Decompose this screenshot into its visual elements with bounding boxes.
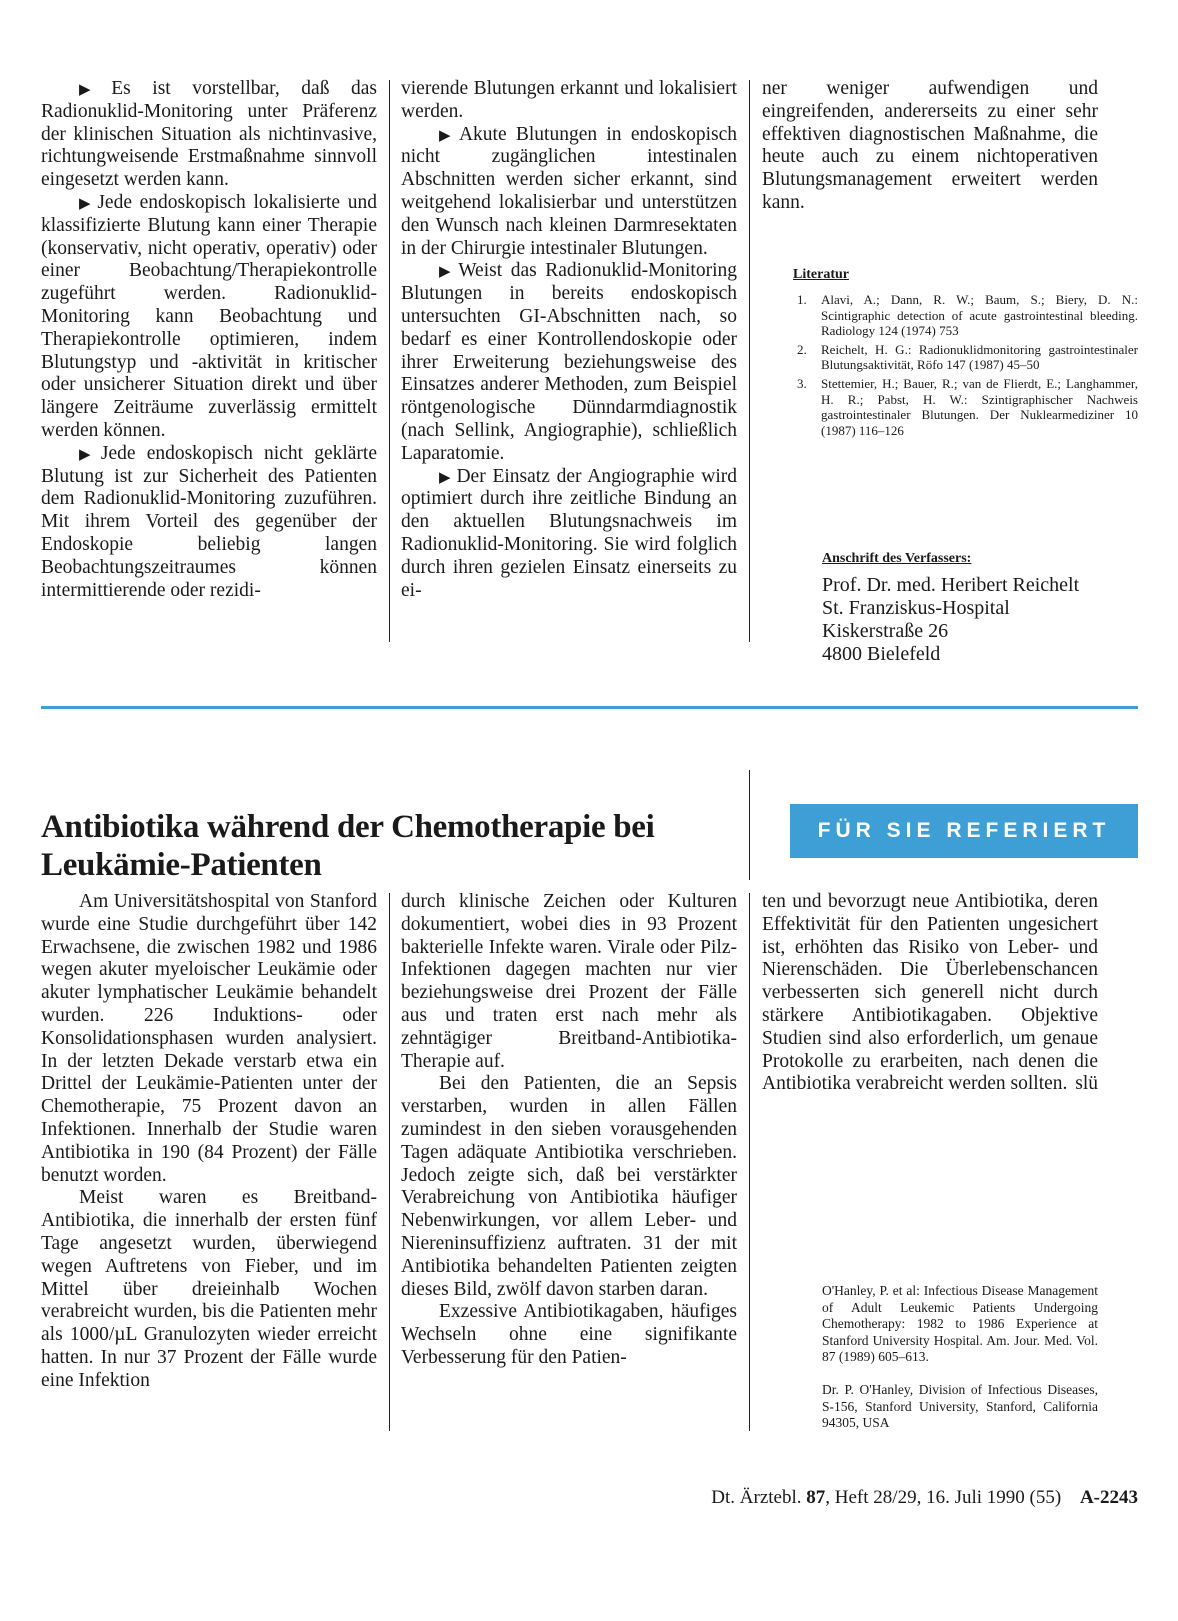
top-column-2 (401, 78, 737, 602)
column-divider (389, 893, 390, 1431)
arrow-bullet-icon: ▶ (439, 467, 453, 486)
literature-number: 1. (797, 292, 807, 307)
address-heading: Anschrift des Verfassers: (822, 551, 972, 566)
paragraph-text: Der Einsatz der Angiographie wird optimiert durch ihre zeitliche Bindung an den aktuellen Blutungsnachweis im Radionuklid-Monitoring. Sie wird folglich durch ihren gezielen Einsatz einerseits zu ei- (401, 465, 737, 601)
journal-name: Dt. Ärztebl. (711, 1487, 802, 1508)
page-number: A-2243 (1079, 1487, 1138, 1508)
source-reference: O'Hanley, P. et al: Infectious Disease Management of Adult Leukemic Patients Undergoing Chemotherapy: 1982 to 1986 Experience at Stanford University Hospital. Am. Jour. Med. Vol. 87 (1989) 605–613. (822, 1283, 1098, 1364)
paragraph-text: vierende Blutungen erkannt und lokalisiert werden. (401, 78, 737, 122)
paragraph (401, 124, 737, 261)
author-contact: Dr. P. O'Hanley, Division of Infectious Diseases, S-156, Stanford University, Stanford, California 94305, USA (822, 1382, 1098, 1430)
literature-number: 2. (797, 341, 807, 357)
literature-text: Reichelt, H. G.: Radionuklidmonitoring gastrointestinaler Blutungsaktivität, Röfo 147 (1987) 45–50 (821, 341, 1138, 373)
paragraph: durch klinische Zeichen oder Kulturen dokumentiert, wobei dies in 93 Prozent bakterielle Infekte waren. Virale oder Pilz-Infektionen dagegen machten nur vier beziehungsweise drei Prozent der Fälle aus und traten erst nach mehr als zehntägiger Breitband-Antibiotika-Therapie auf. (401, 891, 737, 1072)
paragraph-text: Jede endoskopisch nicht geklärte Blutung ist zur Sicherheit des Patienten dem Radionuklid-Monitoring zuzuführen. Mit ihrem Vorteil des gegenüber der Endoskopie beliebig langen Beobachtungszeitraumes können intermittierende oder rezidi- (41, 442, 377, 601)
section-separator (41, 706, 1138, 709)
title-divider (749, 770, 750, 880)
literature-item (793, 292, 1138, 339)
column-divider (749, 893, 750, 1431)
article-column-1 (41, 891, 377, 1393)
paragraph (401, 466, 737, 603)
address-line: Kiskerstraße 26 (822, 620, 949, 642)
paragraph (41, 443, 377, 603)
arrow-bullet-icon: ▶ (439, 262, 455, 281)
address-line: Prof. Dr. med. Heribert Reichelt (822, 574, 1080, 596)
paragraph-text: Weist das Radionuklid-Monitoring Blutungen in bereits endoskopisch untersuchten GI-Abschnitten nach, so bedarf es einer Kontrollendoskopie oder ihrer Erweiterung beziehungsweise des Einsatzes anderer Methoden, zum Beispiel röntgenologische Dünndarmdiagnostik (nach Sellink, Angiographie), schließlich Laparatomie. (401, 260, 737, 464)
literature-number: 3. (797, 375, 807, 391)
column-divider (749, 80, 750, 642)
paragraph (41, 78, 377, 192)
paragraph (41, 192, 377, 443)
section-badge: FÜR SIE REFERIERT (790, 804, 1138, 858)
author-signature: slü (1075, 1073, 1098, 1095)
paragraph: ten und bevorzugt neue Antibiotika, deren Effektivität für den Patienten ungesichert ist, erhöhten das Risiko von Leber- und Nierenschäden. Die Überlebenschancen verbesserten sich generell nicht durch stärkere Antibiotikagaben. Objektive Studien sind also erforderlich, um genaue Protokolle zu erarbeiten, nach denen die Antibiotika verabreicht werden sollten. (762, 891, 1098, 1095)
paragraph-text: Akute Blutungen in endoskopisch nicht zugänglichen intestinalen Abschnitten werden sicher erkannt, sind weitgehend lokalisierbar und unterstützen den Wunsch nach kleinen Darmresektaten in der Chirurgie intestinaler Blutungen. (401, 123, 737, 259)
paragraph (401, 260, 737, 465)
paragraph (401, 78, 737, 124)
address-line: St. Franziskus-Hospital (822, 597, 1010, 619)
arrow-bullet-icon: ▶ (79, 80, 108, 98)
paragraph-text: ner weniger aufwendigen und eingreifenden, andererseits zu einer sehr effektiven diagnostischen Maßnahme, die heute auch zu einem nichtoperativen Blutungsmanagement erweitert werden kann. (762, 78, 1098, 213)
literature-item (793, 342, 1138, 373)
literature-text: Stettemier, H.; Bauer, R.; van de Flierdt, E.; Langhammer, H. R.; Pabst, H. W.: Szintigraphischer Nachweis gastrointestinaler Blutungen. Der Nuklearmediziner 10 (1987) 116–126 (821, 375, 1138, 438)
arrow-bullet-icon: ▶ (79, 444, 97, 463)
arrow-bullet-icon: ▶ (439, 125, 455, 144)
paragraph: Am Universitätshospital von Stanford wurde eine Studie durchgeführt über 142 Erwachsene, die zwischen 1982 und 1986 wegen akuter myeloischer Leukämie oder akuter lymphatischer Leukämie behandelt wurden. 226 Induktions- oder Konsolidationsphasen wurden analysiert. In der letzten Dekade verstarb etwa ein Drittel der Leukämie-Patienten unter der Chemotherapie, 75 Prozent davon an Infektionen. Innerhalb der Studie waren Antibiotika in 190 (84 Prozent) der Fälle benutzt worden. (41, 891, 377, 1186)
column-divider (389, 80, 390, 642)
paragraph: Bei den Patienten, die an Sepsis verstarben, wurden in allen Fällen zumindest in den sieben vorausgehenden Tagen adäquate Antibiotika verschrieben. Jedoch zeigte sich, daß bei verstärkter Verabreichung von Antibiotika häufiger Nebenwirkungen, vor allem Leber- und Niereninsuffizienz auftraten. 31 der mit Antibiotika behandelten Patienten zeigten dieses Bild, zwölf davon starben daran. (401, 1073, 737, 1300)
paragraph-text: Es ist vorstellbar, daß das Radionuklid-Monitoring unter Präferenz der klinischen Situation als nichtinvasive, richtungweisende Erstmaßnahme sinnvoll eingesetzt werden kann. (41, 78, 377, 191)
top-column-1 (41, 78, 377, 602)
address-line: 4800 Bielefeld (822, 643, 941, 665)
issue-info: , Heft 28/29, 16. Juli 1990 (55) (825, 1487, 1062, 1508)
literature-text: Alavi, A.; Dann, R. W.; Baum, S.; Biery, D. N.: Scintigraphic detection of acute gastrointestinal bleeding. Radiology 124 (1974) 753 (821, 292, 1138, 339)
arrow-bullet-icon: ▶ (79, 193, 94, 212)
top-column-3 (762, 78, 1098, 215)
paragraph-text: Jede endoskopisch lokalisierte und klassifizierte Blutung kann einer Therapie (konservativ, nicht operativ, operativ) oder einer Beobachtung/Therapiekontrolle zugeführt werden. Radionuklid-Monitoring kann Beobachtung und Therapiekontrolle optimieren, indem Blutungstyp und -aktivität in kritischer oder unsicherer Situation direkt und über längere Zeiträume zuverlässig ermittelt werden können. (41, 191, 377, 441)
article-column-3 (762, 891, 1098, 1096)
paragraph: Meist waren es Breitband-Antibiotika, die innerhalb der ersten fünf Tage angesetzt wurden, überwiegend wegen Auftretens von Fieber, und im Mittel über dreieinhalb Wochen verabreicht wurden, bis die Patienten mehr als 1000/µL Granulozyten wieder erreicht hatten. In nur 37 Prozent der Fälle wurde eine Infektion (41, 1187, 377, 1391)
author-address (822, 574, 1079, 666)
article-column-2 (401, 891, 737, 1370)
paragraph (762, 78, 1098, 215)
page-footer (711, 1487, 1138, 1509)
journal-volume: 87 (806, 1487, 826, 1508)
literature-item (793, 376, 1138, 438)
paragraph: Exzessive Antibiotikagaben, häufiges Wechseln ohne eine signifikante Verbesserung für den Patien- (401, 1301, 737, 1368)
article-title: Antibiotika während der Chemotherapie bei Leukämie-Patienten (41, 809, 655, 883)
literature-heading: Literatur (793, 267, 849, 282)
literature-list (793, 292, 1138, 441)
